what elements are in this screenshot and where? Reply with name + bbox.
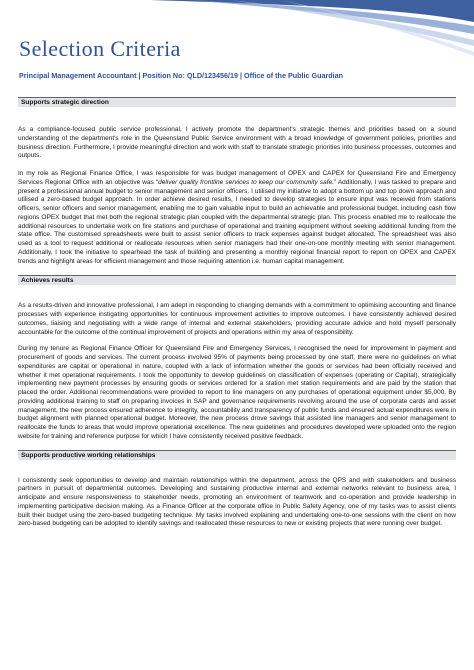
- section-heading-achieves-results: Achieves results: [18, 275, 456, 285]
- document-title: Selection Criteria: [19, 36, 181, 61]
- paragraph-text: ” Additionally, I was tasked to prepare and present a professional annual budget to senior management and senior officers. I utilised my initiative to adopt a bottom up and top down approach and utilised a zero-based budget approach. In order achieve desired results, I needed to develop strategies to ensure input was received from stations officers, senior officers and senior management, enabling me to gain valuable input to build an achievable and professional budget, including cash flow regions OPEX budget that met both the regional strategic plan coupled with the departmental strategic plan. This process enabled me to reallocate the additional resources to undertake work on fire stations and purchase of operational and training equipment without seeking additional funding from the state office. The customised spreadsheets were built to assist senior officers to track expenses against budget allocated. The spreadsheet was also used as a tool to request additional or reallocate resources when senior managers had their one-on-one monthly meeting with senior management. Additionally, I took the initiative to spearhead the task of building and presenting a monthly regional financial report to report on OPEX and CAPEX trends and highlight areas for efficient management and those requiring attention i.e. human capital management.: [18, 178, 457, 265]
- paragraph: I consistently seek opportunities to develop and maintain relationships within the department, across the QPS and with stakeholders and business partners in pursuit of departmental outcomes. Developing and sustaining productive internal and external networks relevant to business area, I anticipate and ensure responsiveness to stakeholder needs, promoting an environment of teamwork and co-operation and provide leadership in implementing participative decision making. As a Finance Officer at the corporate office in Public Safety Agency, one of my tasks was to assist clients built their budget using the zero-based budgeting technique. My tasks involved explaining and undertaking one-to-one sessions with the client on how zero-based budgeting can be adopted to identify savings and reallocated these resources to new or existing projects that were running over budget.: [18, 476, 456, 528]
- paragraph: [18, 170, 456, 266]
- quoted-objective: deliver quality frontline services to keep our community safe.: [158, 178, 334, 186]
- position-subtitle: Principal Management Accountant | Position No: QLD/123456/19 | Office of the Public Guardian: [19, 71, 344, 80]
- paragraph: As a results-driven and innovative professional, I am adept in responding to changing demands with a commitment to optimising accounting and finance processes with experience instigating opportunities for continuous improvement activities to improve outcomes. I have consistently achieved desired outcomes, liaising and negotiating with a wide range of internal and external stakeholders, providing accurate advice and hold myself personally accountable for the outcome of the continual improvement of projects and operations within my area of responsibility.: [18, 302, 456, 336]
- section-heading-working-relationships: Supports productive working relationships: [18, 450, 456, 460]
- section-heading-strategic-direction: Supports strategic direction: [18, 97, 456, 107]
- paragraph-text: In my role as Regional Finance Office, I was responsible for was budget management of OPEX and CAPEX for Queensland Fire and Emergency Services Regional Office with an objective was “: [18, 170, 456, 186]
- document-body: [18, 97, 456, 529]
- paragraph: During my tenure as Regional Finance Officer for Queensland Fire and Emergency Services, I recognised the need for improvement in payment and procurement of goods and services. The current process involved 95% of payments being processed by one staff, there were no guidelines on what expenditures are capital or operational in nature, coupled with a lack of information whether the goods or services had been officially received and whether it met operational requirements. I took the opportunity to develop guidelines on classification of expenses (operating or Capital), strategically implementing new payment processes by ensuring goods or services ordered for a station met station requirements and are paid by the station that placed the order. Additional recommendations were provided to report to line managers on any purchases of operational equipment under $5,000. By providing additional training to staff on preparing invoices in SAP and governance requirements revolving around the use of corporate cards and asset management, the new process ensured adherence to integrity, accountability and transparency of public funds and ensured actual expenditures were in budget alignment with planned operational budget. Moreover, the new process drove savings that assisted line managers and senior management to reallocate the funds to areas that would improve operational excellence. The new guidelines and procedures developed were uploaded onto the region website for training and reference purpose for which I have consistently received positive feedback.: [18, 345, 456, 440]
- paragraph: As a compliance-focused public service professional, I actively promote the department's strategic themes and priorities based on a sound understanding of the department's role in the Queensland Public Service environment with a broad knowledge of government policies, priorities and business direction. Furthermore, I provide meaningful direction and work with staff to translate strategic priorities into business processes, outcomes and outputs.: [18, 126, 456, 160]
